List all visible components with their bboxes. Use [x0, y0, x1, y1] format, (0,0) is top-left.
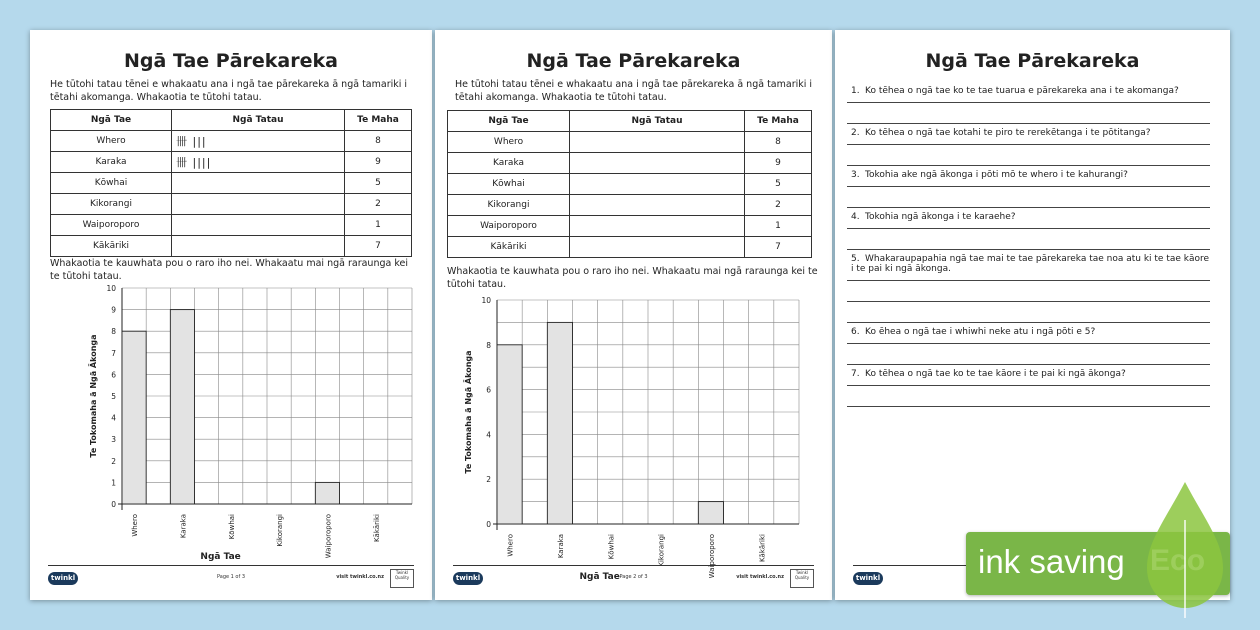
colour-cell: Whero — [448, 132, 570, 153]
colour-cell: Waiporoporo — [448, 216, 570, 237]
intro-text: He tūtohi tatau tēnei e whakaatu ana i ngā tae pārekareka ā ngā tamariki i tētahi akomanga. Whakaotia te tūtohi tatau. — [455, 79, 813, 103]
chart-instruction: Whakaotia te kauwhata pou o raro iho nei. Whakaatu mai ngā raraunga kei te tūtohi tatau. — [447, 266, 818, 290]
table-row — [448, 237, 812, 258]
y-tick-label: 3 — [111, 435, 116, 445]
table-row — [51, 236, 412, 257]
x-tick-label: Kākāriki — [758, 534, 767, 563]
y-tick-label: 6 — [111, 370, 116, 380]
question-number: 7. — [851, 369, 860, 379]
y-axis-title: Te Tokomaha ā Ngā Ākonga — [89, 334, 98, 458]
x-tick-label: Kikorangi — [276, 514, 285, 547]
count-cell: 5 — [745, 174, 812, 195]
page-number: Page 1 of 3 — [216, 574, 246, 580]
count-cell: 7 — [745, 237, 812, 258]
leaf-icon — [1145, 480, 1225, 620]
question-text: Ko tēhea o ngā tae kotahi te piro te rerekētanga i te pōtitanga? — [865, 128, 1151, 138]
header-colour: Ngā Tae — [448, 111, 570, 132]
question-number: 2. — [851, 128, 860, 138]
y-tick-label: 6 — [486, 385, 491, 395]
answer-line[interactable] — [847, 187, 1210, 208]
table-row — [448, 195, 812, 216]
x-tick-label: Kōwhai — [607, 534, 616, 560]
quality-badge: Twinkl Quality — [390, 569, 414, 588]
tally-table — [447, 110, 812, 258]
quality-badge: Twinkl Quality — [790, 569, 814, 588]
page-footer — [453, 565, 814, 588]
answer-line[interactable] — [847, 302, 1210, 323]
answer-line[interactable] — [847, 281, 1210, 302]
bar — [170, 310, 194, 504]
colour-cell: Waiporoporo — [51, 215, 172, 236]
y-tick-label: 1 — [111, 478, 116, 488]
tally-cell — [570, 216, 745, 237]
worksheet-page-2 — [435, 30, 832, 600]
x-tick-label: Waiporoporo — [707, 534, 716, 579]
y-tick-label: 10 — [106, 284, 116, 293]
table-row — [51, 215, 412, 236]
table-row — [448, 174, 812, 195]
chart-instruction: Whakaotia te kauwhata pou o raro iho nei. Whakaatu mai ngā raraunga kei te tūtohi tatau. — [50, 258, 408, 282]
answer-line[interactable] — [847, 145, 1210, 166]
answer-line[interactable] — [847, 386, 1210, 407]
count-cell: 5 — [345, 173, 412, 194]
count-cell: 9 — [745, 153, 812, 174]
count-cell: 2 — [345, 194, 412, 215]
y-tick-label: 4 — [486, 430, 491, 440]
question-text: Tokohia ake ngā ākonga i pōti mō te whero i te kahurangi? — [865, 170, 1128, 180]
count-cell: 9 — [345, 152, 412, 173]
tally-cell — [570, 195, 745, 216]
twinkl-logo: twinkl — [853, 572, 883, 585]
colour-cell: Kākāriki — [51, 236, 172, 257]
x-tick-label: Kōwhai — [227, 514, 236, 540]
table-row — [448, 153, 812, 174]
question-number: 6. — [851, 327, 860, 337]
y-tick-label: 8 — [111, 327, 116, 337]
tally-cell — [570, 132, 745, 153]
y-tick-label: 0 — [486, 520, 491, 529]
x-axis-title: Ngā Tae — [200, 552, 241, 562]
y-tick-label: 2 — [486, 475, 491, 485]
colour-cell: Karaka — [448, 153, 570, 174]
question-number: 3. — [851, 170, 860, 180]
question-item — [847, 250, 1210, 281]
tally-cell — [172, 194, 345, 215]
tally-cell — [570, 237, 745, 258]
question-item — [847, 208, 1210, 229]
question-text: Ko tēhea o ngā tae ko te tae tuarua e pārekareka ana i te akomanga? — [865, 86, 1179, 96]
question-item — [847, 124, 1210, 145]
tally-cell — [172, 236, 345, 257]
bar — [547, 322, 572, 524]
table-row — [448, 132, 812, 153]
page-footer — [48, 565, 414, 588]
bar — [122, 331, 146, 504]
colour-cell: Kākāriki — [448, 237, 570, 258]
header-colour: Ngā Tae — [51, 110, 172, 131]
worksheet-page-1 — [30, 30, 432, 600]
table-row — [51, 152, 412, 173]
colour-cell: Whero — [51, 131, 172, 152]
colour-cell: Kōwhai — [51, 173, 172, 194]
page-title: Ngā Tae Pārekareka — [925, 50, 1140, 72]
x-tick-label: Whero — [131, 514, 140, 537]
question-text: Ko tēhea o ngā tae ko te tae kāore i te pai ki ngā ākonga? — [865, 369, 1126, 379]
bar-chart-1 — [58, 282, 418, 562]
tally-cell: 卌 |||| — [172, 152, 345, 173]
x-tick-label: Karaka — [179, 514, 188, 539]
count-cell: 7 — [345, 236, 412, 257]
x-tick-label: Karaka — [556, 534, 565, 559]
header-count: Te Maha — [745, 111, 812, 132]
site-link[interactable]: visit twinkl.co.nz — [336, 574, 384, 580]
bar — [497, 345, 522, 524]
answer-line[interactable] — [847, 344, 1210, 365]
x-tick-label: Waiporoporo — [324, 514, 333, 559]
question-item — [847, 323, 1210, 344]
x-tick-label: Kākāriki — [372, 514, 381, 543]
question-text: Tokohia ngā ākonga i te karaehe? — [865, 212, 1016, 222]
y-tick-label: 5 — [111, 392, 116, 401]
answer-line[interactable] — [847, 103, 1210, 124]
question-item — [847, 365, 1210, 386]
count-cell: 1 — [745, 216, 812, 237]
site-link[interactable]: visit twinkl.co.nz — [736, 574, 784, 580]
y-axis-title: Te Tokomaha ā Ngā Ākonga — [464, 350, 473, 474]
y-tick-label: 2 — [111, 456, 116, 466]
count-cell: 2 — [745, 195, 812, 216]
table-row — [51, 173, 412, 194]
header-tally: Ngā Tatau — [172, 110, 345, 131]
x-tick-label: Kikorangi — [657, 534, 666, 567]
x-tick-label: Whero — [506, 534, 515, 557]
header-tally: Ngā Tatau — [570, 111, 745, 132]
twinkl-logo: twinkl — [48, 572, 78, 585]
count-cell: 8 — [745, 132, 812, 153]
y-tick-label: 7 — [111, 348, 116, 358]
colour-cell: Kōwhai — [448, 174, 570, 195]
tally-cell: 卌 ||| — [172, 131, 345, 152]
question-item — [847, 82, 1210, 103]
tally-table — [50, 109, 412, 257]
table-row — [51, 131, 412, 152]
tally-cell — [172, 215, 345, 236]
tally-cell — [570, 174, 745, 195]
count-cell: 8 — [345, 131, 412, 152]
count-cell: 1 — [345, 215, 412, 236]
page-number: Page 2 of 3 — [619, 574, 648, 580]
question-number: 4. — [851, 212, 860, 222]
question-text: Whakaraupapahia ngā tae mai te tae pārekareka tae noa atu ki te tae kāore i te pai ki ngā ākonga. — [851, 254, 1210, 274]
table-row — [51, 194, 412, 215]
y-tick-label: 8 — [486, 340, 491, 350]
question-list — [847, 82, 1210, 407]
header-count: Te Maha — [345, 110, 412, 131]
question-number: 5. — [851, 254, 860, 264]
question-number: 1. — [851, 86, 860, 96]
table-row — [448, 216, 812, 237]
colour-cell: Kikorangi — [51, 194, 172, 215]
tally-cell — [570, 153, 745, 174]
question-item — [847, 166, 1210, 187]
bar — [698, 502, 723, 524]
page-title: Ngā Tae Pārekareka — [124, 50, 338, 72]
intro-text: He tūtohi tatau tēnei e whakaatu ana i ngā tae pārekareka ā ngā tamariki i tētahi akomanga. Whakaotia te tūtohi tatau. — [50, 79, 408, 103]
page-title: Ngā Tae Pārekareka — [526, 50, 741, 72]
twinkl-logo: twinkl — [453, 572, 483, 585]
x-axis-title: Ngā Tae — [579, 572, 620, 582]
tally-cell — [172, 173, 345, 194]
answer-line[interactable] — [847, 229, 1210, 250]
y-tick-label: 10 — [481, 296, 491, 305]
y-tick-label: 4 — [111, 413, 116, 423]
y-tick-label: 9 — [111, 305, 116, 315]
question-text: Ko ēhea o ngā tae i whiwhi neke atu i ngā pōti e 5? — [865, 327, 1096, 337]
bar — [315, 482, 339, 504]
colour-cell: Karaka — [51, 152, 172, 173]
eco-label: ink saving — [978, 543, 1125, 580]
y-tick-label: 0 — [111, 500, 116, 509]
colour-cell: Kikorangi — [448, 195, 570, 216]
